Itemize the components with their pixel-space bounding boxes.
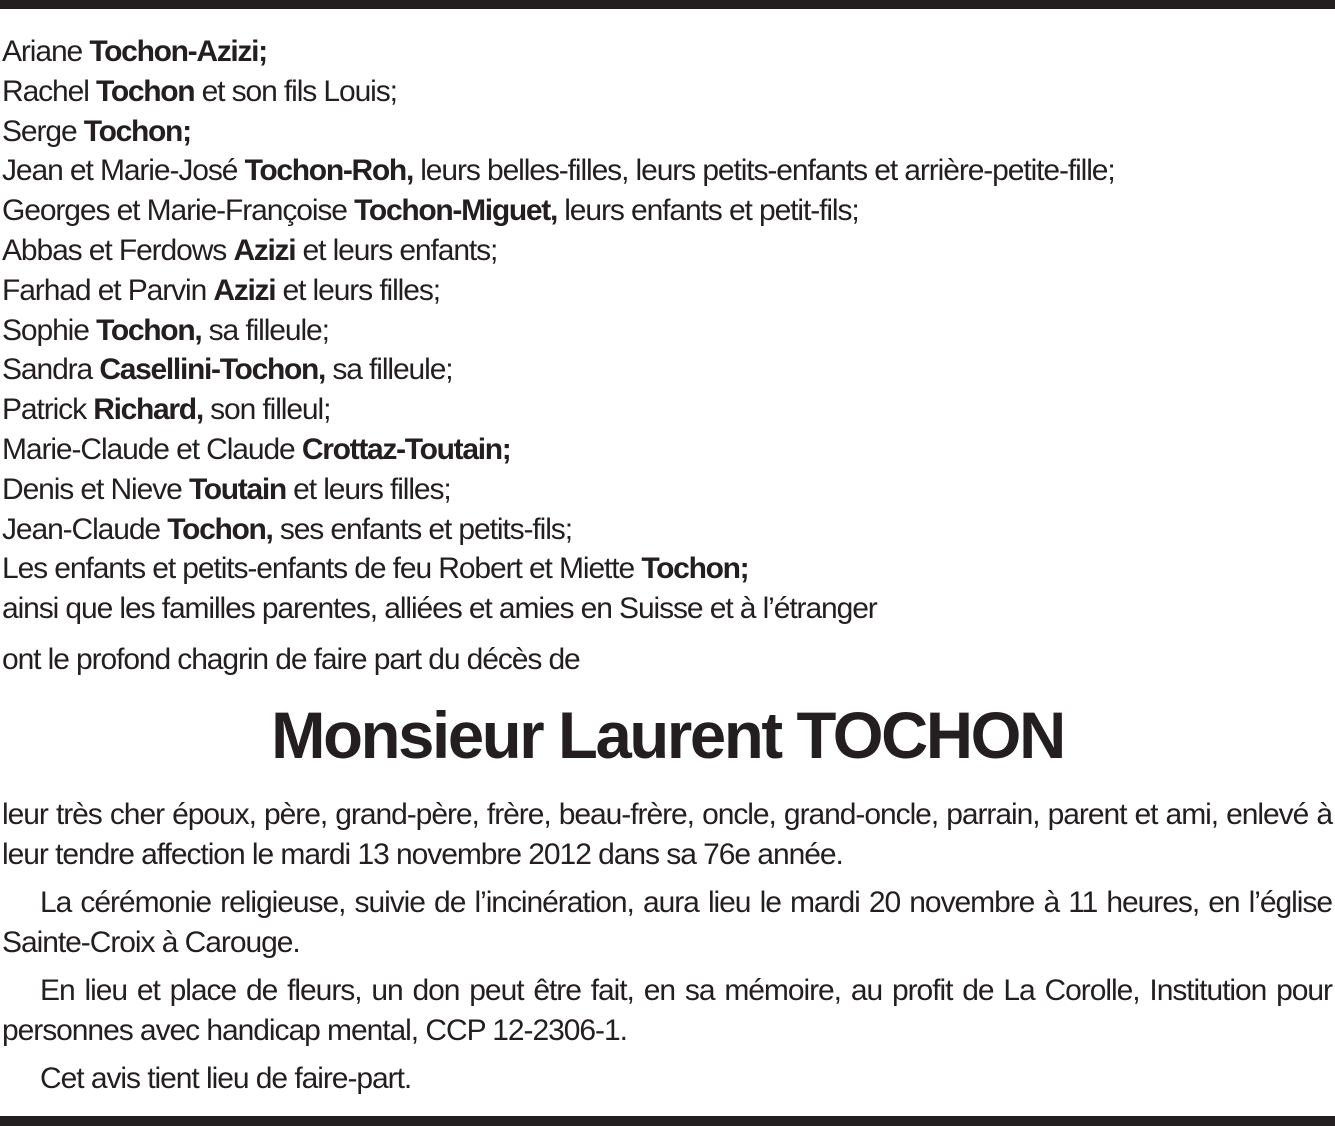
- family-name: Tochon;: [641, 552, 749, 586]
- mourner-line: Ariane Tochon-Azizi;: [2, 35, 267, 68]
- family-name: Azizi: [213, 273, 276, 307]
- mourners-list: [2, 32, 1332, 629]
- mourner-line: Georges et Marie-Françoise Tochon-Miguet, leurs enfants et petit-fils;: [2, 194, 859, 228]
- mourner-line: Serge Tochon;: [2, 114, 191, 148]
- mourner-line: ainsi que les familles parentes, alliées et amies en Suisse et à l’étranger: [2, 592, 877, 626]
- family-name: Tochon;: [83, 114, 191, 148]
- family-name: Toutain: [188, 472, 286, 506]
- family-name: Tochon,: [167, 512, 273, 546]
- bottom-rule: [0, 1116, 1335, 1126]
- mourner-line: Jean-Claude Tochon, ses enfants et petits-fils;: [2, 512, 572, 546]
- mourner-line: Denis et Nieve Toutain et leurs filles;: [2, 472, 451, 506]
- family-name: Tochon-Miguet,: [354, 194, 557, 228]
- ceremony-paragraph: La cérémonie religieuse, suivie de l’incinération, aura lieu le mardi 20 novembre à 11 heures, en l’église Sainte-Croix à Carouge.: [2, 886, 1332, 959]
- family-name: Azizi: [233, 233, 296, 267]
- deceased-name: Monsieur Laurent TOCHON: [271, 698, 1064, 772]
- mourner-line: Jean et Marie-José Tochon-Roh, leurs belles-filles, leurs petits-enfants et arrière-petite-fille;: [2, 154, 1115, 188]
- mourner-line: Les enfants et petits-enfants de feu Robert et Miette Tochon;: [2, 552, 749, 586]
- tribute-paragraph: leur très cher époux, père, grand-père, frère, beau-frère, oncle, grand-oncle, parrain, parent et ami, enlevé à leur tendre affection le mardi 13 novembre 2012 dans sa 76e année.: [2, 798, 1332, 871]
- notice-paragraph: Cet avis tient lieu de faire-part.: [40, 1062, 412, 1095]
- mourner-line: Patrick Richard, son filleul;: [2, 393, 331, 427]
- mourner-line: Abbas et Ferdows Azizi et leurs enfants;: [2, 233, 498, 267]
- announcement-line: ont le profond chagrin de faire part du décès de: [2, 643, 580, 676]
- donation-paragraph: En lieu et place de fleurs, un don peut être fait, en sa mémoire, au profit de La Corolle, Institution pour personnes avec handicap mental, CCP 12-2306-1.: [2, 974, 1332, 1047]
- mourner-line: Farhad et Parvin Azizi et leurs filles;: [2, 273, 440, 307]
- family-name: Tochon,: [96, 313, 202, 347]
- mourner-line: Sandra Casellini-Tochon, sa filleule;: [2, 353, 453, 387]
- mourner-line: Rachel Tochon et son fils Louis;: [2, 74, 397, 108]
- family-name: Tochon: [96, 74, 195, 108]
- top-rule: [0, 0, 1335, 9]
- family-name: Richard,: [93, 393, 203, 427]
- mourner-line: Sophie Tochon, sa filleule;: [2, 313, 329, 347]
- family-name: Crottaz-Toutain;: [301, 432, 511, 466]
- family-name: Tochon-Azizi;: [89, 35, 267, 68]
- mourner-line: Marie-Claude et Claude Crottaz-Toutain;: [2, 432, 511, 466]
- family-name: Casellini-Tochon,: [99, 353, 326, 387]
- family-name: Tochon-Roh,: [244, 154, 413, 188]
